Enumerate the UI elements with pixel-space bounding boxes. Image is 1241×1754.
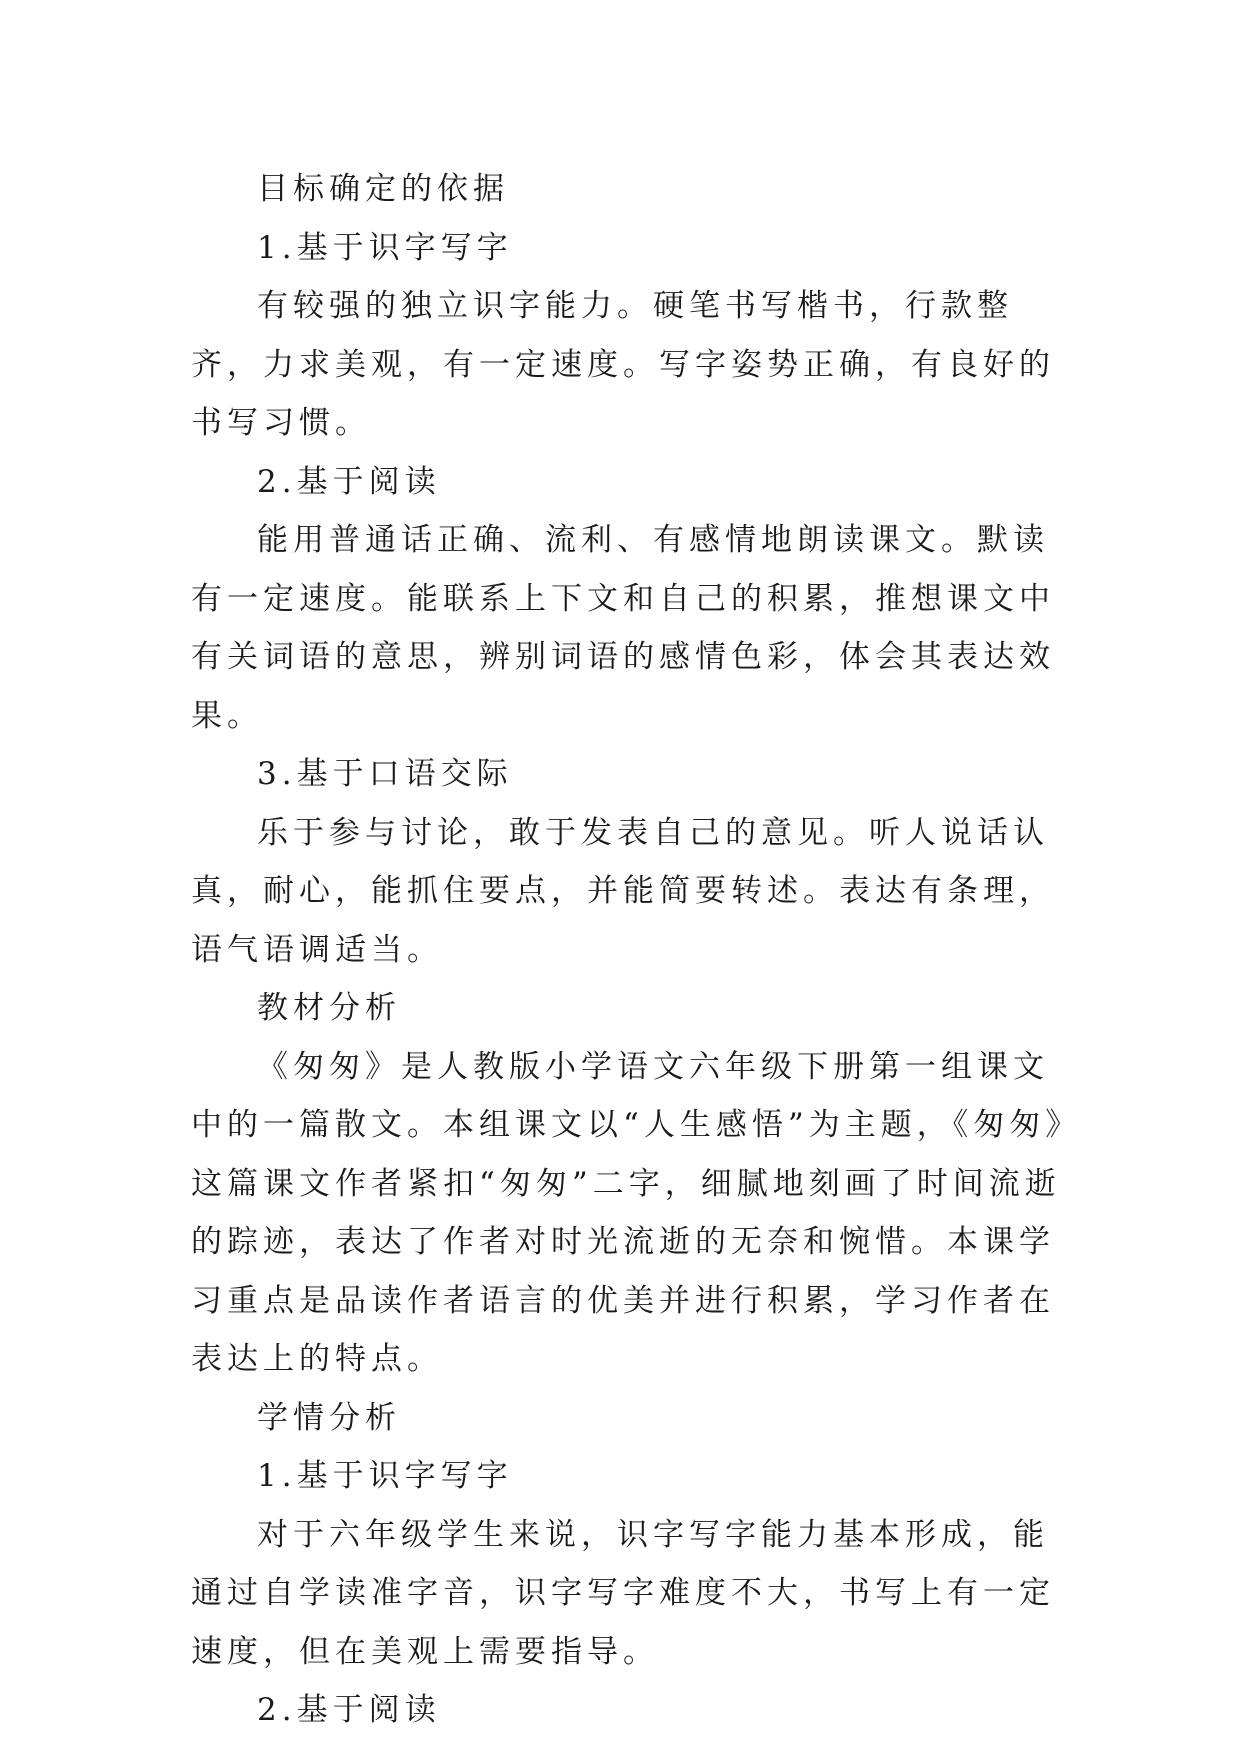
paragraph-basis-reading: 能用普通话正确、流利、有感情地朗读课文。默读有一定速度。能联系上下文和自己的积累，推想课文中有关词语的意思，辨别词语的感情色彩，体会其表达效果。 (191, 522, 1055, 734)
section-heading-learner: 学情分析 (257, 1399, 401, 1436)
paragraph-basis-literacy: 有较强的独立识字能力。硬笔书写楷书，行款整齐，力求美观，有一定速度。写字姿势正确，有良好的书写习惯。 (191, 288, 1055, 441)
subheading-basis-literacy: 1.基于识字写字 (257, 229, 513, 266)
paragraph-textbook: 《匆匆》是人教版小学语文六年级下册第一组课文中的一篇散文。本组课文以“人生感悟”为主题，《匆匆》这篇课文作者紧扣“匆匆”二字，细腻地刻画了时间流逝的踪迹，表达了作者对时光流逝的无奈和惋惜。本课学习重点是品读作者语言的优美并进行积累，学习作者在表达上的特点。 (191, 1048, 1066, 1377)
paragraph-basis-oral: 乐于参与讨论，敢于发表自己的意见。听人说话认真，耐心，能抓住要点，并能简要转述。表达有条理，语气语调适当。 (191, 814, 1055, 968)
section-heading-textbook: 教材分析 (257, 990, 401, 1026)
paragraph-learner-literacy: 对于六年级学生来说，识字写字能力基本形成，能通过自学读准字音，识字写字难度不大，书写上有一定速度，但在美观上需要指导。 (191, 1516, 1055, 1670)
subheading-learner-reading: 2.基于阅读 (257, 1692, 441, 1728)
subheading-basis-reading: 2.基于阅读 (257, 463, 441, 500)
document-body (191, 160, 1071, 1740)
subheading-basis-oral: 3.基于口语交际 (257, 756, 513, 792)
section-heading-basis: 目标确定的依据 (257, 171, 509, 207)
subheading-learner-literacy: 1.基于识字写字 (257, 1458, 513, 1494)
